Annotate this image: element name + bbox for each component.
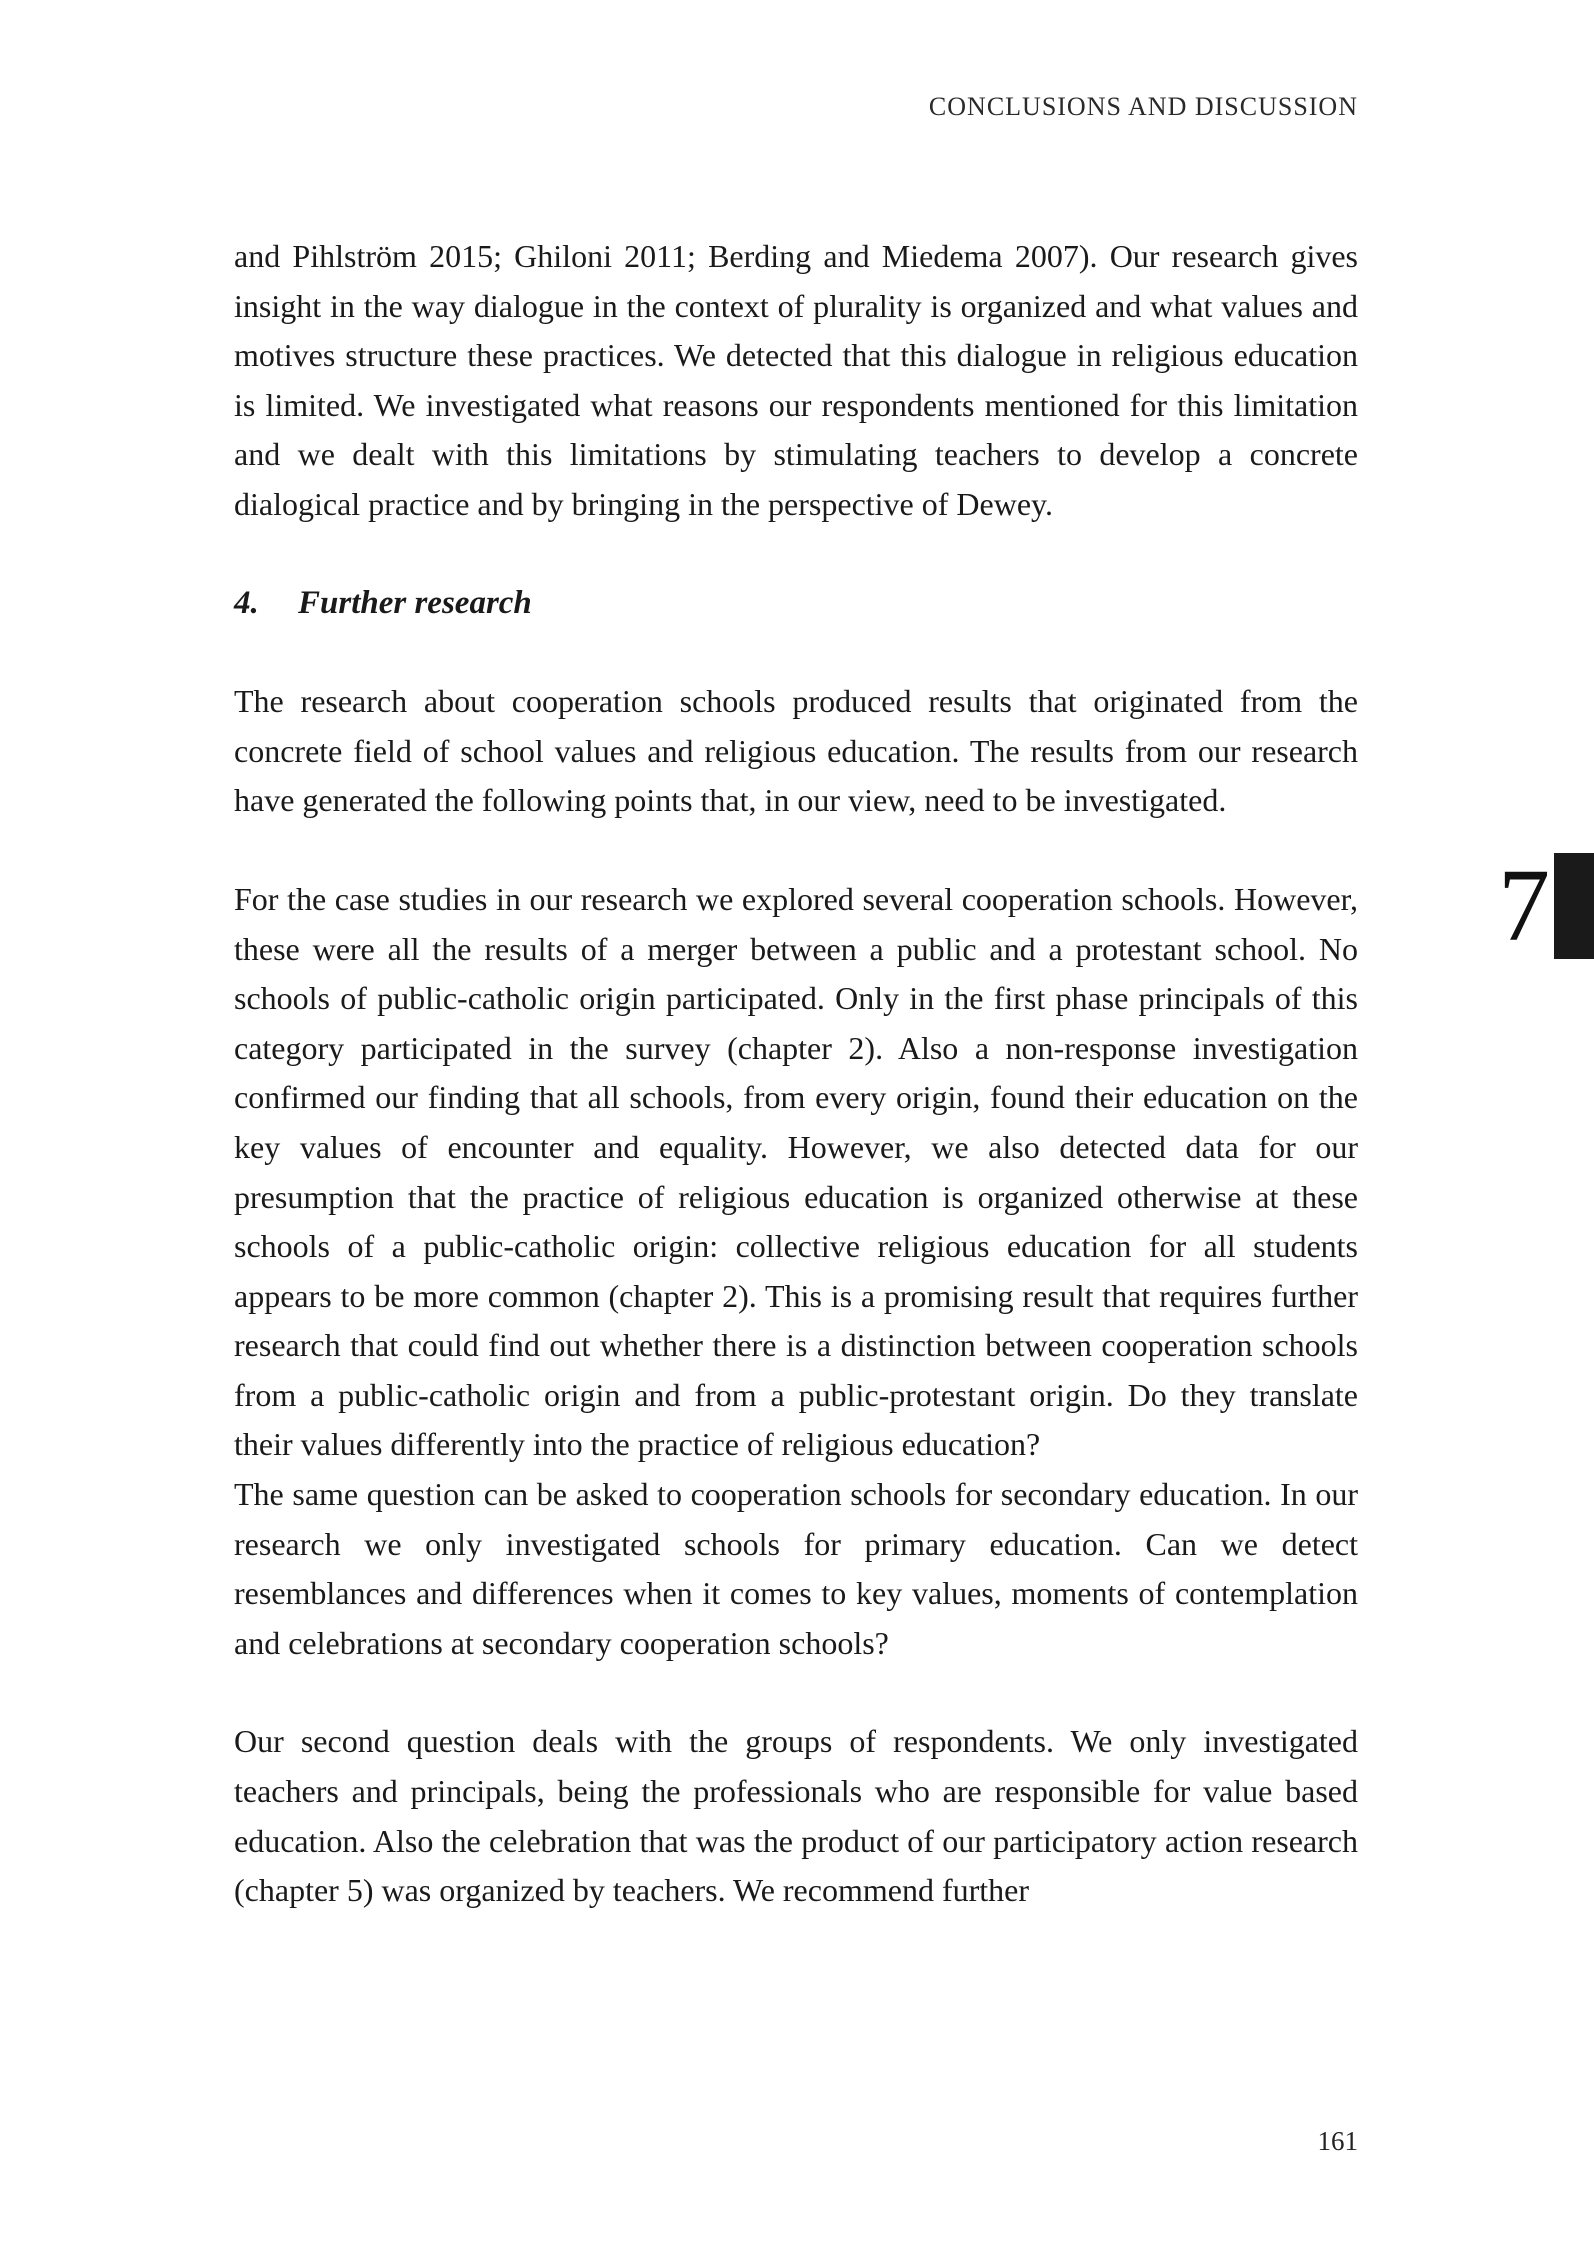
section-number: 4. — [234, 584, 259, 621]
chapter-number: 7 — [1498, 848, 1550, 963]
section-heading — [234, 579, 1358, 629]
paragraph-further-research-intro: The research about cooperation schools produced results that originated from the concrete field of school values and religious education. The results from our research have generated the following points that, in our view, need to be investigated. — [234, 683, 1358, 819]
chapter-thumb-tab — [1498, 848, 1594, 963]
paragraph-secondary-education: The same question can be asked to cooperation schools for secondary education. In our research we only investigated schools for primary education. Can we detect resemblances and differences when it comes to key values, moments of contemplation and celebrations at secondary cooperation schools? — [234, 1476, 1358, 1661]
running-header: CONCLUSIONS AND DISCUSSION — [928, 92, 1358, 121]
paragraph-respondents: Our second question deals with the groups of respondents. We only investigated teachers and principals, being the professionals who are responsible for value based education. Also the celebration that was the product of our participatory action research (chapter 5) was organized by teachers. We recommend further — [234, 1723, 1358, 1909]
page-number: 161 — [1317, 2126, 1358, 2156]
chapter-tab-bar — [1554, 853, 1594, 959]
section-title: Further research — [298, 584, 532, 621]
body-text — [234, 232, 1358, 1916]
paragraph-case-studies: For the case studies in our research we explored several cooperation schools. However, these were all the results of a merger between a public and a protestant school. No schools of public-catholic origin participated. Only in the first phase principals of this category participated in the survey (chapter 2). Also a non-response investigation confirmed our finding that all schools, from every origin, found their education on the key values of encounter and equality. However, we also detected data for our presumption that the practice of religious education is organized otherwise at these schools of a public-catholic origin: collective religious education for all students appears to be more common (chapter 2). This is a promising result that requires further research that could find out whether there is a distinction between cooperation schools from a public-catholic origin and from a public-protestant origin. Do they translate their values differently into the practice of religious education? — [234, 880, 1358, 1463]
paragraph-intro-continuation: and Pihlström 2015; Ghiloni 2011; Berding and Miedema 2007). Our research gives insight in the way dialogue in the context of plurality is organized and what values and motives structure these practices. We detected that this dialogue in religious education is limited. We investigated what reasons our respondents mentioned for this limitation and we dealt with this limitations by stimulating teachers to develop a concrete dialogical practice and by bringing in the perspective of Dewey. — [234, 238, 1358, 522]
